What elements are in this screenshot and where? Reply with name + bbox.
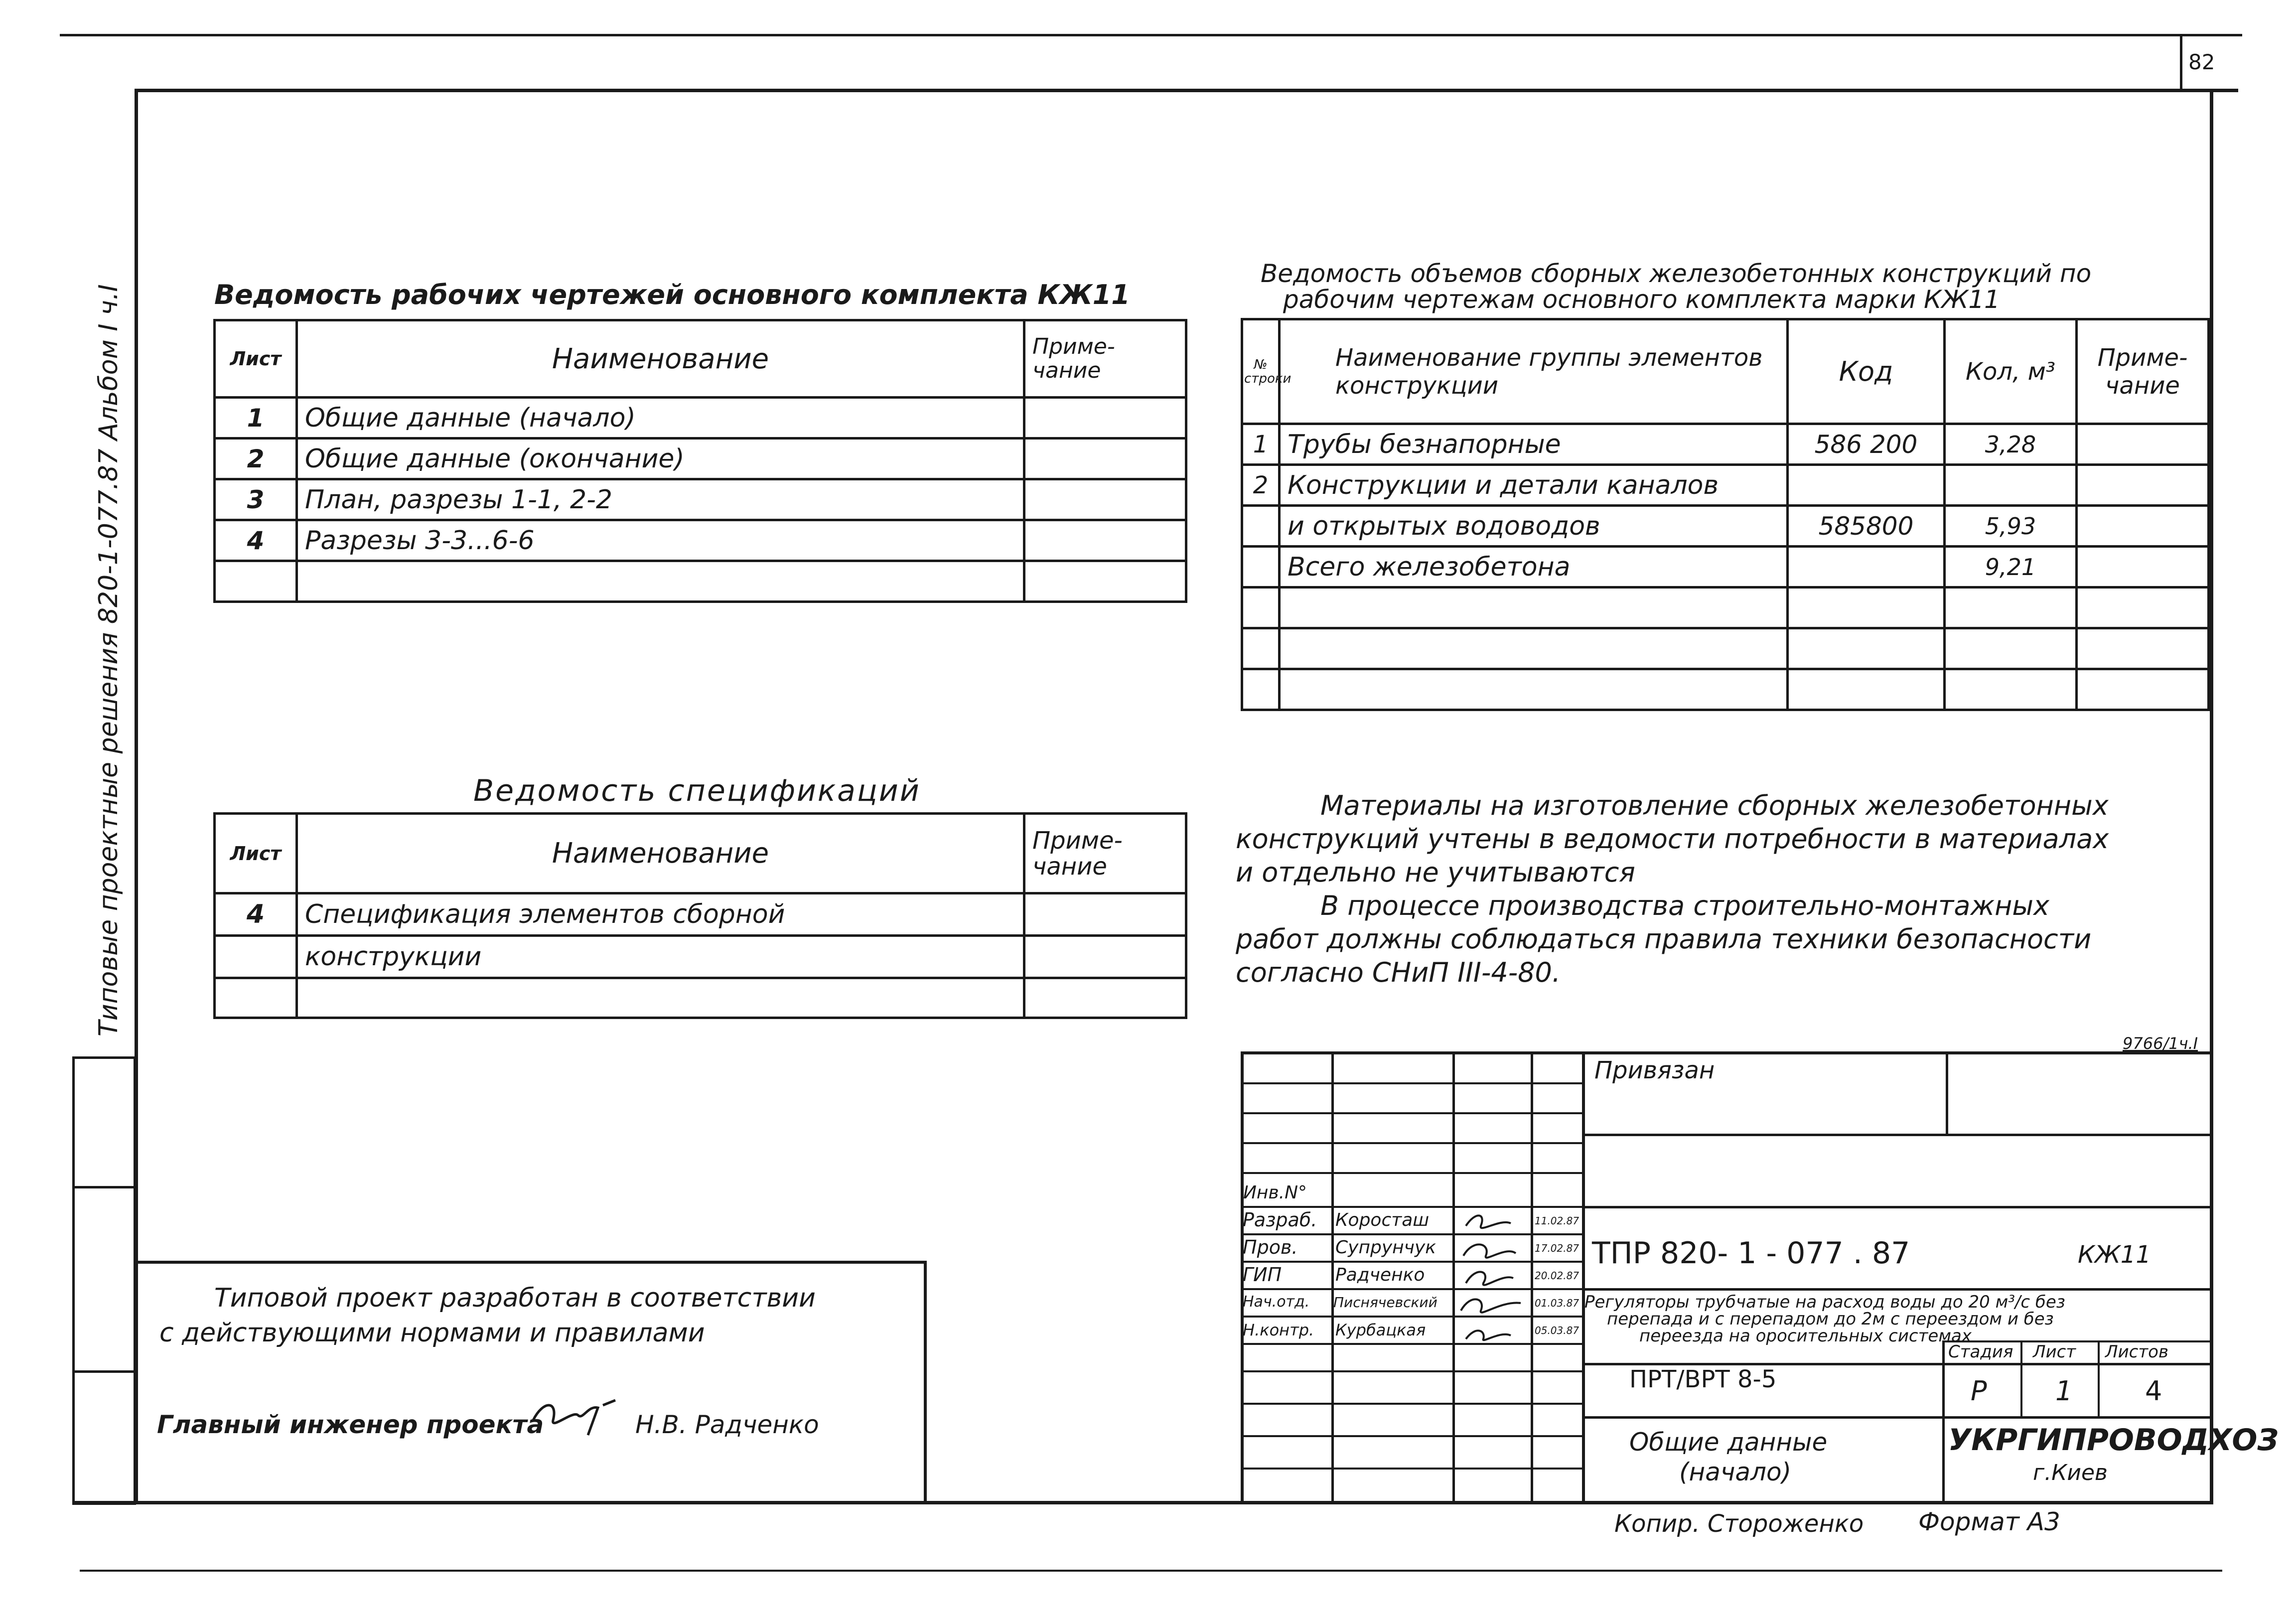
header-sheet: Лист — [215, 320, 297, 398]
staff-date: 17.02.87 — [1535, 1242, 1579, 1254]
table-row-name: и открытых водоводов — [1280, 506, 1788, 547]
staff-name: Супрунчук — [1335, 1237, 1436, 1258]
sheet-title-line-1: Общие данные — [1629, 1428, 1828, 1457]
table-row-quantity: 5,93 — [1945, 506, 2077, 547]
organization-name: УКРГИПРОВОДХОЗ — [1948, 1423, 2279, 1458]
staff-date: 11.02.87 — [1535, 1215, 1579, 1227]
volumes-title-line1: Ведомость объемов сборных железобетонных конструкций по — [1261, 259, 2092, 288]
bound-label: Привязан — [1594, 1056, 1715, 1084]
specs-title: Ведомость спецификаций — [473, 773, 921, 808]
header-name: Наименование — [297, 814, 1024, 893]
stage-value: Р — [1971, 1375, 1987, 1407]
table-row-name: Общие данные (окончание) — [297, 439, 1024, 479]
document-designation: ТПР 820- 1 - 077 . 87 — [1592, 1236, 1910, 1271]
header-sheet: Лист — [215, 814, 297, 893]
sheet-value: 1 — [2055, 1375, 2073, 1407]
header-note: Приме- чание — [2077, 319, 2209, 424]
table-row-name: Общие данные (начало) — [297, 398, 1024, 439]
code-label: ПРТ/ВРТ 8-5 — [1629, 1365, 1777, 1393]
volumes-title-line2: рабочим чертежам основного комплекта марки КЖ11 — [1283, 285, 2000, 314]
staff-name: Писнячевский — [1333, 1294, 1437, 1311]
staff-name: Короcташ — [1335, 1210, 1430, 1230]
document-mark: КЖ11 — [2078, 1241, 2151, 1269]
description-line-3: переезда на оросительных системах — [1639, 1326, 1972, 1346]
table-row-sheet: 4 — [215, 893, 297, 936]
staff-name: Радченко — [1335, 1265, 1425, 1285]
chief-engineer-name: Н.В. Радченко — [635, 1410, 819, 1439]
frame-top — [135, 89, 2238, 92]
table-row-number: 1 — [1242, 424, 1280, 465]
staff-date: 05.03.87 — [1535, 1325, 1579, 1336]
organization-city: г.Киев — [2033, 1460, 2108, 1485]
engineer-signature — [528, 1390, 628, 1445]
sheet-label: Лист — [2033, 1342, 2076, 1362]
staff-role: Нач.отд. — [1243, 1293, 1310, 1311]
drawings-list-table — [213, 319, 1187, 603]
staff-date: 01.03.87 — [1535, 1297, 1579, 1309]
staff-name: Курбацкая — [1335, 1321, 1426, 1339]
header-code: Код — [1788, 319, 1945, 424]
note-line-5: работ должны соблюдаться правила техники безопасности — [1236, 923, 2092, 955]
stamp-reference: 9766/1ч.I — [2123, 1034, 2198, 1053]
staff-role: Пров. — [1243, 1236, 1298, 1258]
header-row-number: № строки — [1242, 319, 1280, 424]
table-row-sheet — [215, 936, 297, 978]
paper-format: Формат А3 — [1918, 1507, 2060, 1536]
note-line-4: В процессе производства строительно-монтажных — [1320, 890, 2050, 921]
header-group-name: Наименование группы элементов конструкции — [1280, 319, 1788, 424]
volumes-table — [1241, 318, 2210, 711]
table-row-sheet: 1 — [215, 398, 297, 439]
sheets-value: 4 — [2145, 1375, 2162, 1407]
table-row-sheet: 3 — [215, 479, 297, 520]
drawings-list-title: Ведомость рабочих чертежей основного комплекта КЖ11 — [214, 279, 1130, 310]
table-row-code — [1788, 465, 1945, 506]
table-row-number — [1242, 506, 1280, 547]
table-row-name: Спецификация элементов сборной — [297, 893, 1024, 936]
description-line-1: Регуляторы трубчатые на расход воды до 20 м³/с без — [1584, 1292, 2065, 1312]
table-row-quantity — [1945, 465, 2077, 506]
staff-signatures — [1456, 1208, 1531, 1348]
conformity-line-2: с действующими нормами и правилами — [159, 1318, 705, 1348]
table-row-name: Трубы безнапорные — [1280, 424, 1788, 465]
table-row-code: 586 200 — [1788, 424, 1945, 465]
table-row-code: 585800 — [1788, 506, 1945, 547]
table-row-name: План, разрезы 1-1, 2-2 — [297, 479, 1024, 520]
side-album-label: Типовые проектные решения 820-1-077.87 Альбом I ч.I — [94, 284, 124, 1036]
stage-label: Стадия — [1948, 1342, 2013, 1362]
note-line-2: конструкций учтены в ведомости потребности в материалах — [1236, 823, 2109, 855]
table-row-number: 2 — [1242, 465, 1280, 506]
specs-table — [213, 812, 1187, 1019]
staff-role: Н.контр. — [1243, 1321, 1314, 1339]
staff-role: Разраб. — [1243, 1209, 1317, 1231]
chief-engineer-label: Главный инженер проекта — [157, 1410, 544, 1439]
staff-role: ГИП — [1243, 1264, 1282, 1286]
table-row-name: Конструкции и детали каналов — [1280, 465, 1788, 506]
description-line-2: перепада и с перепадом до 2м с переездом и без — [1607, 1309, 2054, 1329]
page-number: 82 — [2188, 50, 2215, 74]
bottom-trim-line — [80, 1570, 2222, 1572]
top-frame-line — [60, 34, 2242, 36]
header-note: Приме- чание — [1024, 320, 1186, 398]
table-row-name: Разрезы 3-3...6-6 — [297, 520, 1024, 561]
staff-date: 20.02.87 — [1535, 1270, 1579, 1282]
header-quantity: Кол, м³ — [1945, 319, 2077, 424]
table-row-quantity: 9,21 — [1945, 547, 2077, 588]
conformity-line-1: Типовой проект разработан в соответствии — [214, 1283, 816, 1313]
table-row-code — [1788, 547, 1945, 588]
table-row-name: конструкции — [297, 936, 1024, 978]
inventory-number-label: Инв.N° — [1243, 1182, 1307, 1203]
table-row-quantity: 3,28 — [1945, 424, 2077, 465]
sheets-label: Листов — [2105, 1342, 2169, 1362]
copied-by: Копир. Стороженко — [1614, 1510, 1864, 1538]
note-line-1: Материалы на изготовление сборных железобетонных — [1320, 790, 2109, 821]
table-row-sheet: 4 — [215, 520, 297, 561]
note-line-3: и отдельно не учитываются — [1236, 857, 1635, 888]
header-note: Приме- чание — [1024, 814, 1186, 893]
binding-box — [72, 1056, 136, 1505]
table-row-name: Всего железобетона — [1280, 547, 1788, 588]
table-row-number — [1242, 547, 1280, 588]
header-name: Наименование — [297, 320, 1024, 398]
note-line-6: согласно СНиП III-4-80. — [1236, 957, 1561, 988]
table-row-sheet: 2 — [215, 439, 297, 479]
sheet-title-line-2: (начало) — [1679, 1458, 1792, 1486]
